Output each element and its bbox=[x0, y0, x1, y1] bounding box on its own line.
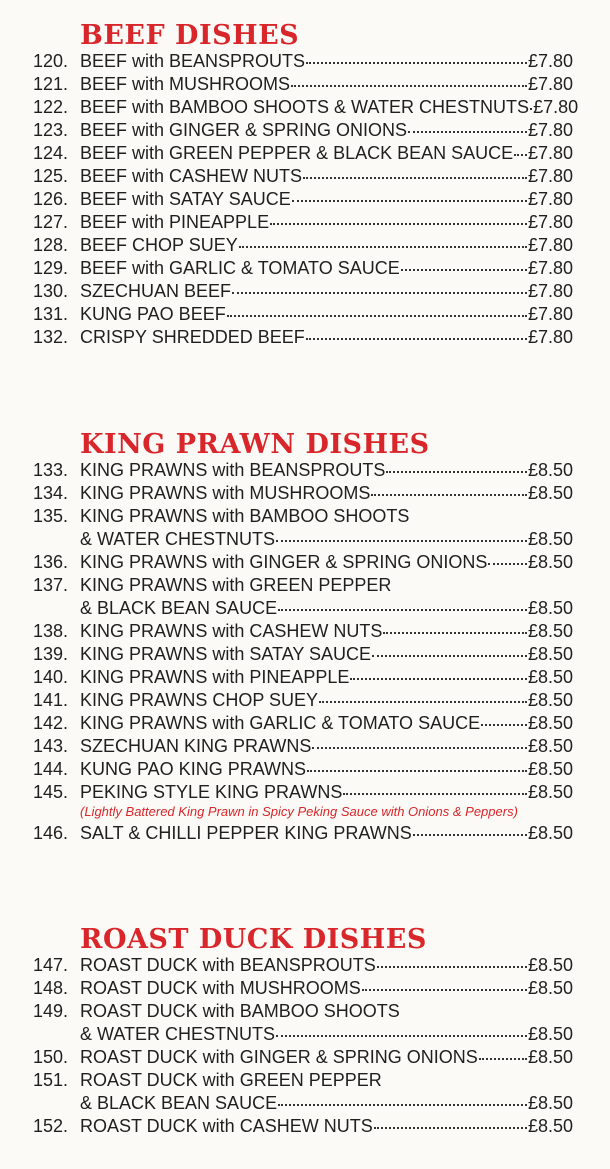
item-number: 148. bbox=[33, 978, 69, 998]
item-description: (Lightly Battered King Prawn in Spicy Peking Sauce with Onions & Peppers) bbox=[80, 804, 518, 819]
dot-leader bbox=[276, 1035, 527, 1037]
item-name: KING PRAWNS with GREEN PEPPER bbox=[80, 575, 392, 595]
item-row bbox=[80, 1023, 573, 1046]
item-number: 142. bbox=[33, 713, 69, 733]
item-name-continued: & WATER CHESTNUTS bbox=[80, 1024, 276, 1044]
item-row bbox=[80, 977, 573, 1000]
item-price: £7.80 bbox=[527, 281, 573, 301]
menu-item-line bbox=[0, 689, 610, 712]
item-row bbox=[80, 165, 573, 188]
item-row bbox=[80, 712, 573, 735]
item-price: £8.50 bbox=[527, 1047, 573, 1067]
menu-item-line bbox=[0, 1046, 610, 1069]
item-name: BEEF with GARLIC & TOMATO SAUCE bbox=[80, 258, 400, 278]
menu-item-list bbox=[0, 954, 610, 1138]
item-number: 147. bbox=[33, 955, 69, 975]
item-number: 132. bbox=[33, 327, 69, 347]
item-row bbox=[80, 459, 573, 482]
item-price: £8.50 bbox=[527, 667, 573, 687]
item-price: £8.50 bbox=[527, 598, 573, 618]
menu-item bbox=[0, 188, 610, 211]
item-name: KING PRAWNS CHOP SUEY bbox=[80, 690, 319, 710]
item-name: ROAST DUCK with BAMBOO SHOOTS bbox=[80, 1001, 400, 1021]
item-name: KING PRAWNS with GINGER & SPRING ONIONS bbox=[80, 552, 488, 572]
item-number: 130. bbox=[33, 281, 69, 301]
item-price: £7.80 bbox=[527, 166, 573, 186]
menu-item-line bbox=[0, 482, 610, 505]
menu-item bbox=[0, 551, 610, 574]
menu-item-list bbox=[0, 50, 610, 349]
item-row bbox=[80, 954, 573, 977]
menu-item-line bbox=[0, 280, 610, 303]
menu-item bbox=[0, 712, 610, 735]
menu-item-line bbox=[0, 735, 610, 758]
item-row bbox=[80, 96, 579, 119]
item-name: BEEF with BAMBOO SHOOTS & WATER CHESTNUTS bbox=[80, 97, 530, 117]
item-row bbox=[80, 303, 573, 326]
item-name-continued: & WATER CHESTNUTS bbox=[80, 529, 276, 549]
menu-item bbox=[0, 781, 610, 822]
item-number: 135. bbox=[33, 506, 69, 526]
dot-leader bbox=[377, 966, 527, 968]
dot-leader bbox=[292, 200, 527, 202]
menu-item-line bbox=[0, 954, 610, 977]
item-name: SZECHUAN BEEF bbox=[80, 281, 232, 301]
item-price: £8.50 bbox=[527, 1024, 573, 1044]
dot-leader bbox=[270, 223, 527, 225]
item-number: 144. bbox=[33, 759, 69, 779]
menu-item bbox=[0, 257, 610, 280]
item-number: 152. bbox=[33, 1116, 69, 1136]
item-price: £7.80 bbox=[527, 327, 573, 347]
dot-leader bbox=[227, 315, 527, 317]
item-price: £7.80 bbox=[527, 235, 573, 255]
item-number: 127. bbox=[33, 212, 69, 232]
dot-leader bbox=[386, 471, 527, 473]
menu-item-line bbox=[0, 257, 610, 280]
item-number: 143. bbox=[33, 736, 69, 756]
item-price: £8.50 bbox=[527, 1093, 573, 1113]
item-row bbox=[80, 597, 573, 620]
menu-item-line bbox=[0, 211, 610, 234]
menu-item bbox=[0, 280, 610, 303]
item-price: £8.50 bbox=[527, 978, 573, 998]
item-price: £7.80 bbox=[527, 74, 573, 94]
menu-item bbox=[0, 977, 610, 1000]
item-number: 140. bbox=[33, 667, 69, 687]
item-name: BEEF with BEANSPROUTS bbox=[80, 51, 306, 71]
item-row bbox=[80, 50, 573, 73]
dot-leader bbox=[372, 655, 527, 657]
dot-leader bbox=[276, 540, 527, 542]
item-price: £8.50 bbox=[527, 759, 573, 779]
item-row bbox=[80, 758, 573, 781]
item-row bbox=[80, 620, 573, 643]
menu-item-line bbox=[0, 666, 610, 689]
menu-item bbox=[0, 1069, 610, 1115]
item-name: BEEF with MUSHROOMS bbox=[80, 74, 291, 94]
menu-item bbox=[0, 234, 610, 257]
item-name: KING PRAWNS with SATAY SAUCE bbox=[80, 644, 372, 664]
menu-item-line bbox=[0, 781, 610, 804]
item-number: 129. bbox=[33, 258, 69, 278]
item-price: £8.50 bbox=[527, 782, 573, 802]
menu-item-line bbox=[0, 620, 610, 643]
dot-leader bbox=[488, 563, 527, 565]
item-row bbox=[80, 643, 573, 666]
item-price: £7.80 bbox=[533, 97, 579, 117]
menu-item bbox=[0, 822, 610, 845]
item-row bbox=[80, 119, 573, 142]
item-name: CRISPY SHREDDED BEEF bbox=[80, 327, 305, 347]
menu-item-line bbox=[0, 643, 610, 666]
dot-leader bbox=[530, 108, 532, 110]
item-number: 137. bbox=[33, 575, 69, 595]
dot-leader bbox=[291, 85, 527, 87]
item-number: 151. bbox=[33, 1070, 69, 1090]
dot-leader bbox=[303, 177, 527, 179]
menu-item-line bbox=[0, 165, 610, 188]
menu-item bbox=[0, 459, 610, 482]
item-name: BEEF with SATAY SAUCE bbox=[80, 189, 291, 209]
item-number: 134. bbox=[33, 483, 69, 503]
item-name: SALT & CHILLI PEPPER KING PRAWNS bbox=[80, 823, 412, 843]
item-price: £7.80 bbox=[527, 212, 573, 232]
item-row bbox=[80, 234, 573, 257]
item-row bbox=[80, 1046, 573, 1069]
item-row bbox=[80, 528, 573, 551]
item-number: 138. bbox=[33, 621, 69, 641]
item-price: £7.80 bbox=[527, 120, 573, 140]
menu-item-line bbox=[0, 1092, 610, 1115]
menu-item bbox=[0, 643, 610, 666]
menu-item-line bbox=[0, 712, 610, 735]
dot-leader bbox=[481, 724, 527, 726]
item-name: KING PRAWNS with GARLIC & TOMATO SAUCE bbox=[80, 713, 481, 733]
menu-item bbox=[0, 1115, 610, 1138]
item-name: BEEF with GREEN PEPPER & BLACK BEAN SAUCE bbox=[80, 143, 514, 163]
item-row bbox=[80, 1069, 573, 1092]
item-number: 124. bbox=[33, 143, 69, 163]
item-name-continued: & BLACK BEAN SAUCE bbox=[80, 1093, 278, 1113]
dot-leader bbox=[408, 131, 527, 133]
item-row bbox=[80, 822, 573, 845]
menu-item-line bbox=[0, 505, 610, 528]
menu-item-line bbox=[0, 977, 610, 1000]
item-name: KING PRAWNS with MUSHROOMS bbox=[80, 483, 371, 503]
item-row bbox=[80, 211, 573, 234]
item-row bbox=[80, 73, 573, 96]
menu-item bbox=[0, 50, 610, 73]
item-price: £8.50 bbox=[527, 644, 573, 664]
item-name: BEEF with PINEAPPLE bbox=[80, 212, 270, 232]
menu-item-line bbox=[0, 459, 610, 482]
menu-item-line bbox=[0, 574, 610, 597]
item-name: ROAST DUCK with CASHEW NUTS bbox=[80, 1116, 373, 1136]
menu-item-line bbox=[0, 73, 610, 96]
dot-leader bbox=[307, 770, 527, 772]
item-name: KING PRAWNS with CASHEW NUTS bbox=[80, 621, 383, 641]
item-price: £8.50 bbox=[527, 823, 573, 843]
menu-item bbox=[0, 211, 610, 234]
item-price: £8.50 bbox=[527, 552, 573, 572]
section-title: BEEF DISHES bbox=[80, 20, 300, 51]
item-name: PEKING STYLE KING PRAWNS bbox=[80, 782, 343, 802]
item-row bbox=[80, 326, 573, 349]
menu-item bbox=[0, 96, 610, 119]
item-price: £8.50 bbox=[527, 460, 573, 480]
dot-leader bbox=[343, 793, 527, 795]
item-number: 131. bbox=[33, 304, 69, 324]
menu-item-line bbox=[0, 96, 610, 119]
dot-leader bbox=[514, 154, 527, 156]
item-number: 126. bbox=[33, 189, 69, 209]
item-number: 141. bbox=[33, 690, 69, 710]
menu-item-line bbox=[0, 234, 610, 257]
item-name: BEEF with CASHEW NUTS bbox=[80, 166, 303, 186]
menu-item-line bbox=[0, 1115, 610, 1138]
dot-leader bbox=[306, 62, 527, 64]
item-name: SZECHUAN KING PRAWNS bbox=[80, 736, 312, 756]
item-price: £8.50 bbox=[527, 736, 573, 756]
menu-item bbox=[0, 326, 610, 349]
menu-item bbox=[0, 1000, 610, 1046]
dot-leader bbox=[362, 989, 527, 991]
item-row bbox=[80, 280, 573, 303]
dot-leader bbox=[374, 1127, 527, 1129]
item-number: 133. bbox=[33, 460, 69, 480]
item-number: 121. bbox=[33, 74, 69, 94]
menu-item-line bbox=[0, 597, 610, 620]
menu-item bbox=[0, 574, 610, 620]
menu-item bbox=[0, 689, 610, 712]
item-row bbox=[80, 735, 573, 758]
dot-leader bbox=[239, 246, 527, 248]
menu-item bbox=[0, 1046, 610, 1069]
item-number: 123. bbox=[33, 120, 69, 140]
item-price: £7.80 bbox=[527, 51, 573, 71]
dot-leader bbox=[401, 269, 527, 271]
menu-item-line bbox=[0, 758, 610, 781]
dot-leader bbox=[306, 338, 527, 340]
item-number: 136. bbox=[33, 552, 69, 572]
dot-leader bbox=[350, 678, 527, 680]
menu-item bbox=[0, 303, 610, 326]
item-price: £7.80 bbox=[527, 258, 573, 278]
dot-leader bbox=[278, 1104, 527, 1106]
menu-item bbox=[0, 73, 610, 96]
item-name-continued: & BLACK BEAN SAUCE bbox=[80, 598, 278, 618]
section-title: KING PRAWN DISHES bbox=[80, 429, 430, 460]
item-price: £8.50 bbox=[527, 529, 573, 549]
menu-item-line bbox=[0, 822, 610, 845]
item-name: ROAST DUCK with BEANSPROUTS bbox=[80, 955, 376, 975]
dot-leader bbox=[319, 701, 527, 703]
menu-item bbox=[0, 142, 610, 165]
menu-item bbox=[0, 735, 610, 758]
dot-leader bbox=[479, 1058, 527, 1060]
item-row bbox=[80, 781, 573, 804]
menu-item bbox=[0, 505, 610, 551]
item-row bbox=[80, 689, 573, 712]
menu-item bbox=[0, 620, 610, 643]
menu-item-line bbox=[0, 1069, 610, 1092]
menu-item bbox=[0, 666, 610, 689]
item-row bbox=[80, 666, 573, 689]
item-row bbox=[80, 257, 573, 280]
item-row bbox=[80, 551, 573, 574]
menu-item-line bbox=[0, 119, 610, 142]
menu-item bbox=[0, 165, 610, 188]
menu-item bbox=[0, 482, 610, 505]
menu-item bbox=[0, 954, 610, 977]
item-name: KING PRAWNS with BAMBOO SHOOTS bbox=[80, 506, 410, 526]
item-price: £7.80 bbox=[527, 189, 573, 209]
dot-leader bbox=[232, 292, 527, 294]
item-price: £7.80 bbox=[527, 304, 573, 324]
item-price: £8.50 bbox=[527, 713, 573, 733]
item-price: £8.50 bbox=[527, 1116, 573, 1136]
menu-item-line bbox=[0, 188, 610, 211]
item-number: 122. bbox=[33, 97, 69, 117]
dot-leader bbox=[278, 609, 527, 611]
item-row bbox=[80, 1000, 573, 1023]
dot-leader bbox=[312, 747, 527, 749]
item-price: £8.50 bbox=[527, 955, 573, 975]
item-number: 146. bbox=[33, 823, 69, 843]
menu-item bbox=[0, 119, 610, 142]
item-name: KUNG PAO BEEF bbox=[80, 304, 226, 324]
item-number: 150. bbox=[33, 1047, 69, 1067]
item-price: £8.50 bbox=[527, 483, 573, 503]
item-number: 139. bbox=[33, 644, 69, 664]
menu-item-line bbox=[0, 1000, 610, 1023]
item-number: 125. bbox=[33, 166, 69, 186]
item-row bbox=[80, 482, 573, 505]
item-row bbox=[80, 1092, 573, 1115]
item-number: 120. bbox=[33, 51, 69, 71]
menu-item-line bbox=[0, 303, 610, 326]
item-note-row bbox=[0, 804, 610, 822]
item-row bbox=[80, 574, 573, 597]
item-name: ROAST DUCK with GREEN PEPPER bbox=[80, 1070, 382, 1090]
item-row bbox=[80, 1115, 573, 1138]
menu-item-line bbox=[0, 50, 610, 73]
menu-item-list bbox=[0, 459, 610, 845]
menu-item-line bbox=[0, 551, 610, 574]
item-name: BEEF with GINGER & SPRING ONIONS bbox=[80, 120, 408, 140]
item-row bbox=[80, 188, 573, 211]
item-name: BEEF CHOP SUEY bbox=[80, 235, 238, 255]
item-name: ROAST DUCK with GINGER & SPRING ONIONS bbox=[80, 1047, 478, 1067]
item-name: KING PRAWNS with BEANSPROUTS bbox=[80, 460, 386, 480]
item-number: 128. bbox=[33, 235, 69, 255]
item-row bbox=[80, 505, 573, 528]
dot-leader bbox=[383, 632, 527, 634]
menu-item-line bbox=[0, 528, 610, 551]
dot-leader bbox=[413, 834, 527, 836]
item-number: 149. bbox=[33, 1001, 69, 1021]
item-price: £7.80 bbox=[527, 143, 573, 163]
menu-item-line bbox=[0, 1023, 610, 1046]
item-price: £8.50 bbox=[527, 621, 573, 641]
item-name: KING PRAWNS with PINEAPPLE bbox=[80, 667, 350, 687]
item-row bbox=[80, 142, 573, 165]
menu-item bbox=[0, 758, 610, 781]
item-name: ROAST DUCK with MUSHROOMS bbox=[80, 978, 361, 998]
section-title: ROAST DUCK DISHES bbox=[80, 924, 427, 955]
item-price: £8.50 bbox=[527, 690, 573, 710]
item-number: 145. bbox=[33, 782, 69, 802]
dot-leader bbox=[371, 494, 527, 496]
menu-item-line bbox=[0, 326, 610, 349]
item-name: KUNG PAO KING PRAWNS bbox=[80, 759, 307, 779]
menu-item-line bbox=[0, 142, 610, 165]
